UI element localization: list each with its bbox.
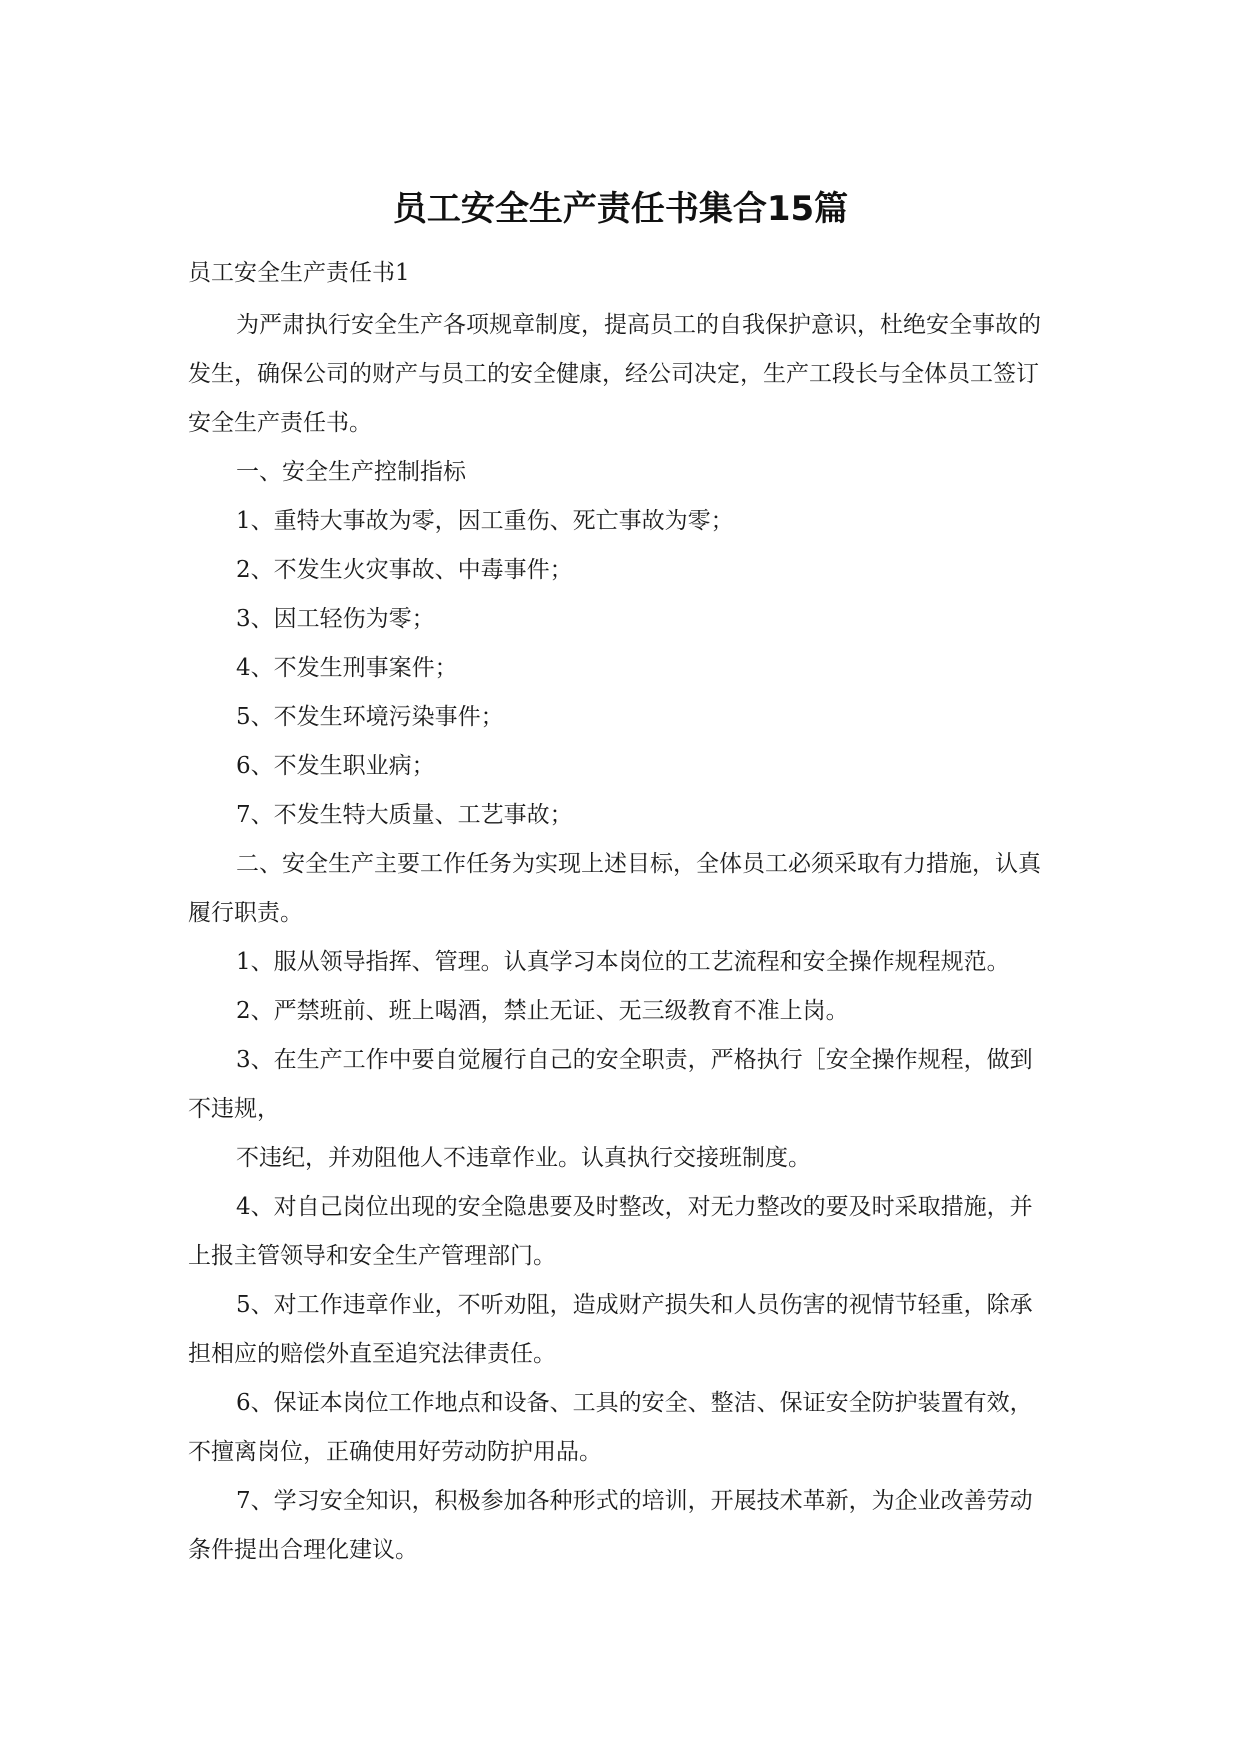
paragraph: 5、不发生环境污染事件； xyxy=(236,704,504,730)
document-title: 员工安全生产责任书集合15篇 xyxy=(392,189,849,229)
paragraph: 2、不发生火灾事故、中毒事件； xyxy=(236,557,573,583)
paragraph: 6、不发生职业病； xyxy=(236,753,435,779)
paragraph: 5、对工作违章作业，不听劝阻，造成财产损失和人员伤害的视情节轻重，除承担相应的赔偿外直至追究法律责任。 xyxy=(188,1292,1033,1367)
paragraph: 一、安全生产控制指标 xyxy=(236,459,466,485)
paragraph: 4、对自己岗位出现的安全隐患要及时整改，对无力整改的要及时采取措施，并上报主管领导和安全生产管理部门。 xyxy=(188,1194,1033,1269)
document-subtitle: 员工安全生产责任书1 xyxy=(188,260,410,286)
document-body xyxy=(188,301,1054,1575)
paragraph: 3、在生产工作中要自觉履行自己的安全职责，严格执行［安全操作规程，做到不违规， xyxy=(188,1047,1033,1122)
paragraph: 不违纪，并劝阻他人不违章作业。认真执行交接班制度。 xyxy=(236,1145,811,1171)
paragraph: 7、不发生特大质量、工艺事故； xyxy=(236,802,573,828)
paragraph: 3、因工轻伤为零； xyxy=(236,606,435,632)
paragraph: 为严肃执行安全生产各项规章制度，提高员工的自我保护意识，杜绝安全事故的发生，确保公司的财产与员工的安全健康，经公司决定，生产工段长与全体员工签订安全生产责任书。 xyxy=(188,312,1041,436)
paragraph: 6、保证本岗位工作地点和设备、工具的安全、整洁、保证安全防护装置有效，不擅离岗位，正确使用好劳动防护用品。 xyxy=(188,1390,1033,1465)
paragraph: 2、严禁班前、班上喝酒，禁止无证、无三级教育不准上岗。 xyxy=(236,998,849,1024)
paragraph: 1、重特大事故为零，因工重伤、死亡事故为零； xyxy=(236,508,734,534)
paragraph: 4、不发生刑事案件； xyxy=(236,655,458,681)
paragraph: 二、安全生产主要工作任务为实现上述目标，全体员工必须采取有力措施，认真履行职责。 xyxy=(188,851,1041,926)
paragraph: 7、学习安全知识，积极参加各种形式的培训，开展技术革新，为企业改善劳动条件提出合理化建议。 xyxy=(188,1488,1033,1563)
paragraph: 1、服从领导指挥、管理。认真学习本岗位的工艺流程和安全操作规程规范。 xyxy=(236,949,1010,975)
